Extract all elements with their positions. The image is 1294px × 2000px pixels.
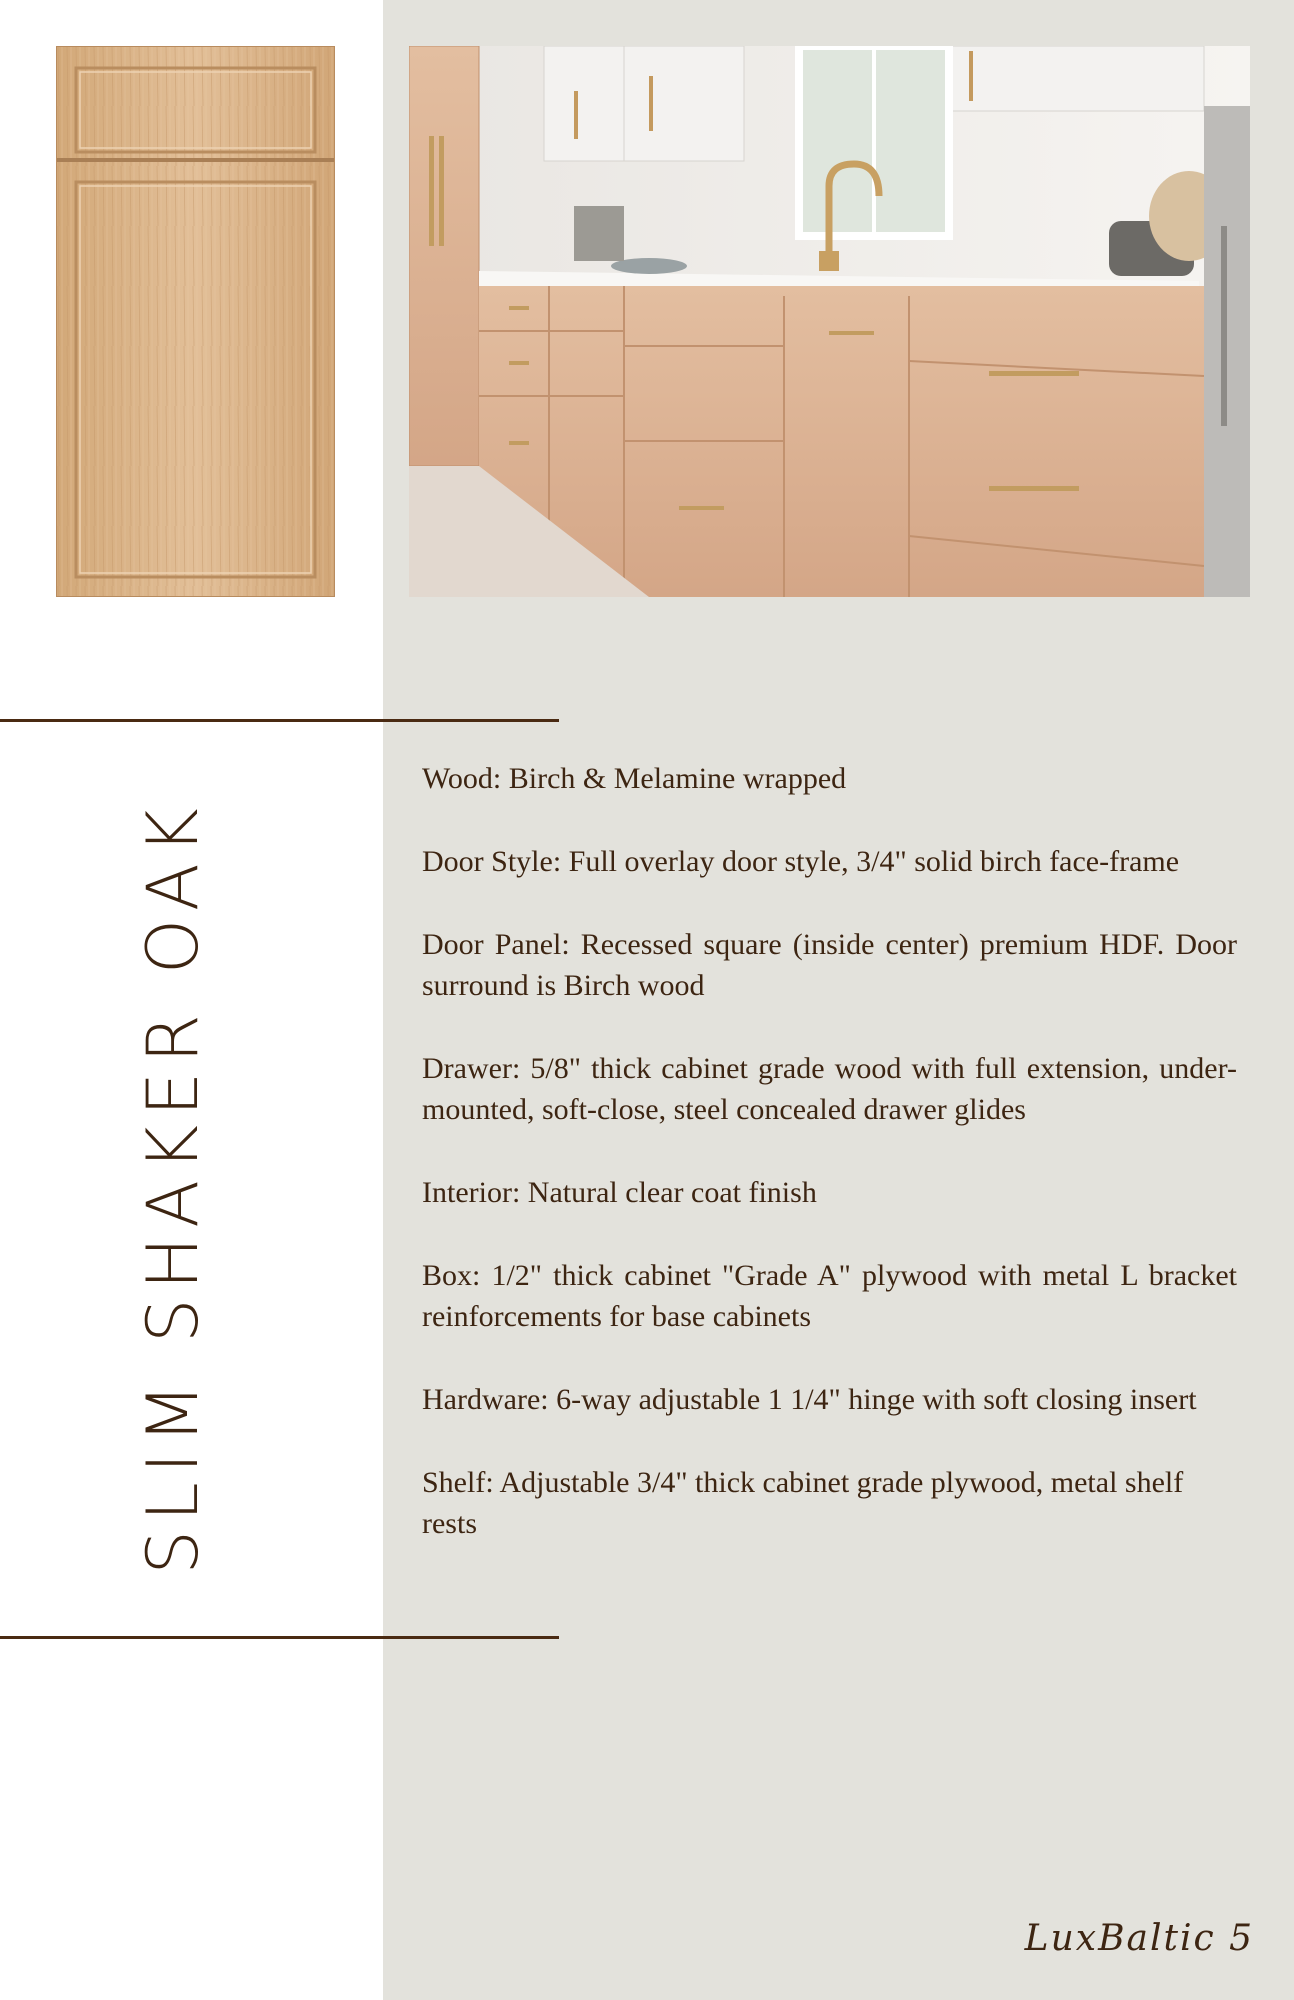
spec-door-style: Door Style: Full overlay door style, 3/4" solid birch face-frame bbox=[422, 845, 1180, 878]
product-title: SLIM SHAKER OAK bbox=[132, 799, 214, 1575]
spec-box: Box: 1/2" thick cabinet "Grade A" plywood with metal L bracket reinforcements for base cabinets bbox=[422, 1259, 1237, 1333]
spec-list bbox=[422, 758, 1237, 1586]
spec-wood: Wood: Birch & Melamine wrapped bbox=[422, 762, 847, 795]
spec-hardware: Hardware: 6-way adjustable 1 1/4" hinge with soft closing insert bbox=[422, 1383, 1197, 1416]
spec-door-panel: Door Panel: Recessed square (inside center) premium HDF. Door surround is Birch wood bbox=[422, 928, 1237, 1002]
page-footer: LuxBaltic 5 bbox=[1024, 1918, 1254, 1959]
divider-bottom bbox=[0, 1636, 559, 1639]
spec-drawer: Drawer: 5/8" thick cabinet grade wood with full extension, under-mounted, soft-close, steel concealed drawer glides bbox=[422, 1052, 1237, 1126]
divider-top bbox=[0, 719, 559, 722]
kitchen-photo bbox=[409, 46, 1250, 597]
spec-shelf: Shelf: Adjustable 3/4" thick cabinet grade plywood, metal shelf rests bbox=[422, 1466, 1184, 1540]
spec-interior: Interior: Natural clear coat finish bbox=[422, 1176, 817, 1209]
door-sample-image bbox=[56, 46, 335, 597]
